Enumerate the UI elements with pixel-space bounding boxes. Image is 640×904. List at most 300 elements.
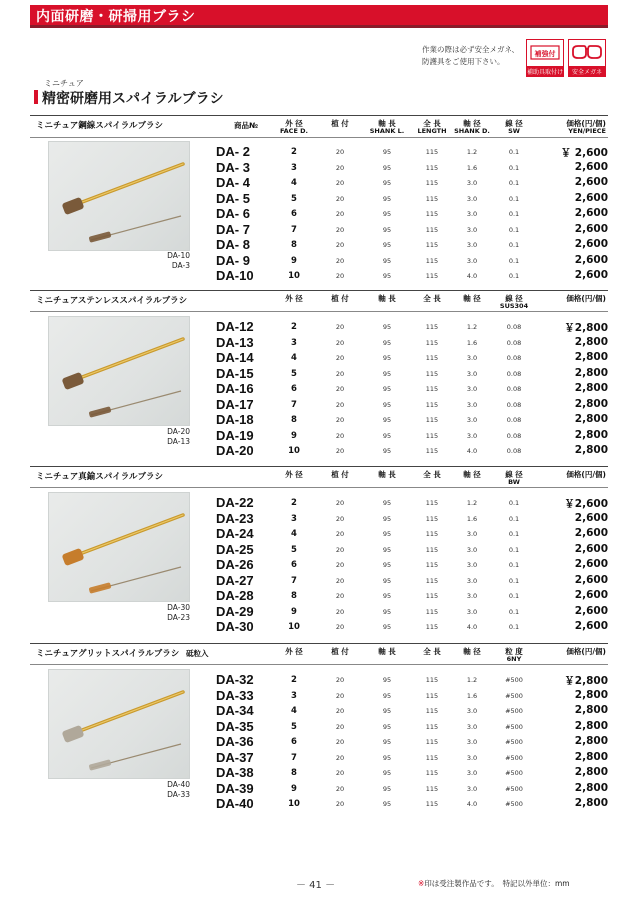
header-length: 全 長	[423, 647, 441, 656]
face-diameter: 4	[291, 178, 297, 188]
shank-length: 95	[382, 369, 392, 378]
face-diameter: 7	[291, 752, 297, 763]
header-shank-length: 軸 長	[378, 294, 396, 303]
header-face: 外 径	[285, 470, 303, 479]
price: 2,600	[574, 207, 608, 219]
mounting-length: 20	[335, 416, 345, 424]
wire-size: 0.08	[506, 354, 522, 362]
overall-length: 115	[425, 514, 439, 523]
price: 2,600	[574, 573, 608, 586]
face-diameter: 3	[291, 513, 297, 524]
mounting-length: 20	[335, 194, 345, 203]
table-row	[216, 191, 608, 206]
mounting-length: 20	[335, 514, 345, 523]
overall-length: 115	[425, 338, 439, 347]
price: 2,800	[574, 781, 608, 794]
mounting-length: 20	[335, 385, 345, 393]
shank-diameter: 1.6	[466, 514, 478, 523]
header-price-en: YEN/PIECE	[568, 127, 606, 135]
table-row	[216, 734, 608, 749]
table-row	[216, 175, 608, 190]
price: 2,800	[574, 688, 608, 701]
shank-diameter: 3.0	[466, 545, 478, 554]
shank-length: 95	[382, 561, 392, 569]
face-diameter: 9	[291, 606, 297, 617]
header-price: 価格(円/個)	[566, 294, 606, 303]
face-diameter: 2	[291, 322, 297, 332]
face-diameter: 6	[291, 209, 297, 219]
product-photo	[48, 669, 190, 779]
wire-size: 0.1	[508, 225, 520, 234]
shank-diameter: 3.0	[466, 385, 478, 393]
table-row	[216, 428, 608, 443]
face-diameter: 5	[291, 193, 297, 204]
price: 2,800	[574, 351, 608, 363]
model-number: DA-19	[216, 427, 254, 443]
wire-size: 0.1	[508, 623, 520, 631]
mounting-length: 20	[335, 545, 345, 554]
header-mount: 植 付	[331, 119, 349, 128]
shank-length: 95	[382, 738, 392, 746]
table-row	[216, 366, 608, 381]
face-diameter: 8	[291, 415, 297, 425]
mounting-length: 20	[335, 592, 345, 600]
shank-length: 95	[382, 148, 392, 156]
header-shank-length: 軸 長	[378, 470, 396, 479]
photo-label-large: DA-30	[167, 603, 190, 612]
table-row	[216, 397, 608, 412]
product-photo	[48, 141, 190, 251]
header-wire: 線 径	[505, 294, 523, 303]
overall-length: 115	[425, 241, 439, 249]
model-number: DA-17	[216, 396, 254, 412]
shank-diameter: 4.0	[466, 272, 478, 280]
notice-line-2: 防護具をご使用下さい。	[422, 57, 505, 66]
mounting-length: 20	[335, 400, 345, 409]
model-number: DA-29	[216, 603, 254, 619]
face-diameter: 6	[291, 560, 297, 570]
photo-label-large: DA-20	[167, 427, 190, 436]
overall-length: 115	[425, 194, 439, 203]
shank-length: 95	[382, 722, 392, 731]
face-diameter: 9	[291, 783, 297, 794]
price: ￥ 2,600	[560, 147, 608, 159]
wire-size: #500	[505, 707, 523, 715]
header-wire: 粒 度	[505, 647, 523, 656]
overall-length: 115	[425, 607, 439, 616]
face-diameter: 3	[291, 337, 297, 348]
section-note: 砥粒入	[186, 649, 209, 658]
wire-size: #500	[505, 800, 523, 808]
order-mark: ※	[418, 879, 425, 888]
shank-length: 95	[382, 514, 392, 523]
overall-length: 115	[425, 400, 439, 409]
wire-size: 0.08	[506, 416, 522, 424]
shank-diameter: 1.6	[466, 338, 478, 347]
overall-length: 115	[425, 163, 439, 172]
shank-diameter: 3.0	[466, 707, 478, 715]
price: 2,800	[574, 382, 608, 394]
overall-length: 115	[425, 148, 439, 156]
shank-length: 95	[382, 592, 392, 600]
table-row	[216, 750, 608, 765]
shank-diameter: 3.0	[466, 354, 478, 362]
shank-diameter: 4.0	[466, 447, 478, 455]
overall-length: 115	[425, 256, 439, 265]
face-diameter: 4	[291, 353, 297, 363]
table-row	[216, 588, 608, 603]
price: 2,600	[574, 222, 608, 235]
shank-diameter: 1.2	[466, 499, 478, 507]
page-title-block	[34, 88, 414, 106]
overall-length: 115	[425, 545, 439, 554]
table-row	[216, 495, 608, 510]
mounting-length: 20	[335, 784, 345, 793]
shank-diameter: 1.6	[466, 163, 478, 172]
face-diameter: 10	[288, 446, 300, 456]
shank-diameter: 1.6	[466, 691, 478, 700]
wire-size: 0.1	[508, 530, 520, 538]
price: 2,600	[574, 511, 608, 524]
shank-diameter: 3.0	[466, 607, 478, 616]
table-row	[216, 206, 608, 221]
model-number: DA-28	[216, 588, 254, 603]
table-row	[216, 268, 608, 283]
model-number: DA-26	[216, 557, 254, 572]
wire-size: #500	[505, 722, 523, 731]
title-accent-bar	[34, 90, 38, 104]
section-top-rule	[30, 290, 608, 291]
attachment-icon-label: 補強付	[534, 50, 556, 58]
mounting-length: 20	[335, 354, 345, 362]
model-number: DA- 6	[216, 206, 250, 221]
product-section	[30, 466, 608, 636]
wire-size: 0.08	[506, 431, 522, 440]
price: 2,800	[574, 413, 608, 425]
mounting-length: 20	[335, 676, 345, 684]
product-section	[30, 290, 608, 460]
header-face: 外 径	[285, 294, 303, 303]
face-diameter: 5	[291, 721, 297, 732]
shank-length: 95	[382, 431, 392, 440]
wire-size: 0.1	[508, 607, 520, 616]
photo-label-small: DA-33	[167, 790, 190, 799]
page-subtitle: ミニチュア	[44, 79, 84, 88]
price: 2,800	[574, 766, 608, 778]
face-diameter: 7	[291, 224, 297, 235]
overall-length: 115	[425, 499, 439, 507]
face-diameter: 8	[291, 591, 297, 601]
shank-length: 95	[382, 576, 392, 585]
shank-diameter: 1.2	[466, 323, 478, 331]
price: ￥2,800	[564, 322, 608, 334]
photo-label-large: DA-40	[167, 780, 190, 789]
face-diameter: 2	[291, 675, 297, 685]
mounting-length: 20	[335, 323, 345, 331]
header-mount: 植 付	[331, 647, 349, 656]
table-row	[216, 557, 608, 572]
overall-length: 115	[425, 416, 439, 424]
shank-diameter: 3.0	[466, 530, 478, 538]
shank-length: 95	[382, 707, 392, 715]
overall-length: 115	[425, 225, 439, 234]
section-top-rule	[30, 466, 608, 467]
model-number: DA-24	[216, 526, 254, 541]
model-number: DA-33	[216, 687, 254, 703]
price: 2,800	[574, 366, 608, 379]
section-title: ミニチュアステンレススパイラルブラシ	[36, 296, 188, 306]
shank-length: 95	[382, 354, 392, 362]
wire-size: 0.08	[506, 447, 522, 455]
model-number: DA-37	[216, 749, 254, 765]
table-row	[216, 237, 608, 252]
table-row	[216, 604, 608, 619]
section-header-rule	[30, 137, 608, 138]
shank-length: 95	[382, 530, 392, 538]
face-diameter: 7	[291, 575, 297, 586]
shank-diameter: 3.0	[466, 561, 478, 569]
table-row	[216, 796, 608, 811]
overall-length: 115	[425, 707, 439, 715]
mounting-length: 20	[335, 241, 345, 249]
header-mount: 植 付	[331, 470, 349, 479]
model-number: DA-27	[216, 572, 254, 588]
header-mount: 植 付	[331, 294, 349, 303]
shank-diameter: 1.2	[466, 676, 478, 684]
model-number: DA- 8	[216, 237, 250, 252]
overall-length: 115	[425, 800, 439, 808]
header-shank-diameter: 軸 径	[463, 294, 481, 303]
overall-length: 115	[425, 623, 439, 631]
shank-length: 95	[382, 607, 392, 616]
mounting-length: 20	[335, 225, 345, 234]
wire-size: 0.1	[508, 194, 520, 203]
shank-diameter: 3.0	[466, 784, 478, 793]
header-shank-diameter: 軸 径	[463, 119, 481, 128]
model-number: DA-15	[216, 365, 254, 381]
shank-diameter: 3.0	[466, 722, 478, 731]
face-diameter: 6	[291, 737, 297, 747]
mounting-length: 20	[335, 530, 345, 538]
model-number: DA-32	[216, 672, 254, 687]
shank-diameter: 3.0	[466, 769, 478, 777]
table-row	[216, 542, 608, 557]
product-photo	[48, 316, 190, 426]
shank-diameter: 3.0	[466, 256, 478, 265]
model-number: DA-39	[216, 780, 254, 796]
shank-diameter: 3.0	[466, 194, 478, 203]
mounting-length: 20	[335, 210, 345, 218]
shank-length: 95	[382, 447, 392, 455]
mounting-length: 20	[335, 722, 345, 731]
table-row	[216, 222, 608, 237]
face-diameter: 9	[291, 255, 297, 266]
price: 2,600	[574, 176, 608, 188]
mounting-length: 20	[335, 576, 345, 585]
overall-length: 115	[425, 530, 439, 538]
shank-length: 95	[382, 179, 392, 187]
section-top-rule	[30, 115, 608, 116]
table-row	[216, 526, 608, 541]
header-length: 全 長	[423, 470, 441, 479]
shank-diameter: 3.0	[466, 179, 478, 187]
overall-length: 115	[425, 385, 439, 393]
face-diameter: 10	[288, 799, 300, 809]
overall-length: 115	[425, 431, 439, 440]
mounting-length: 20	[335, 148, 345, 156]
face-diameter: 2	[291, 498, 297, 508]
overall-length: 115	[425, 179, 439, 187]
model-number: DA-22	[216, 495, 254, 510]
wire-size: #500	[505, 784, 523, 793]
face-diameter: 10	[288, 271, 300, 281]
table-row	[216, 160, 608, 175]
section-title: ミニチュア真鍮スパイラルブラシ	[36, 472, 163, 482]
overall-length: 115	[425, 592, 439, 600]
price: 2,800	[574, 335, 608, 348]
model-number: DA-18	[216, 412, 254, 427]
header-price: 価格(円/個)	[566, 647, 606, 656]
model-number: DA-12	[216, 319, 254, 334]
model-number: DA- 5	[216, 190, 250, 206]
shank-length: 95	[382, 800, 392, 808]
face-diameter: 8	[291, 768, 297, 778]
mounting-length: 20	[335, 499, 345, 507]
model-number: DA-25	[216, 541, 254, 557]
wire-size: #500	[505, 738, 523, 746]
model-number: DA-34	[216, 703, 254, 718]
shank-diameter: 1.2	[466, 148, 478, 156]
model-number: DA- 4	[216, 175, 250, 190]
shank-length: 95	[382, 272, 392, 280]
overall-length: 115	[425, 722, 439, 731]
overall-length: 115	[425, 738, 439, 746]
mounting-length: 20	[335, 431, 345, 440]
header-shank-diameter: 軸 径	[463, 647, 481, 656]
shank-length: 95	[382, 545, 392, 554]
page-number: － 41 －	[296, 880, 336, 891]
overall-length: 115	[425, 210, 439, 218]
price: 2,800	[574, 750, 608, 763]
face-diameter: 9	[291, 430, 297, 441]
section-top-rule	[30, 643, 608, 644]
wire-size: #500	[505, 753, 523, 762]
header-wire-sub: BW	[508, 478, 520, 486]
shank-length: 95	[382, 163, 392, 172]
shank-length: 95	[382, 416, 392, 424]
header-face: 外 径	[285, 119, 303, 128]
price: 2,600	[574, 604, 608, 617]
shank-length: 95	[382, 691, 392, 700]
price: 2,800	[574, 428, 608, 441]
table-row	[216, 350, 608, 365]
table-row	[216, 443, 608, 458]
price: 2,600	[574, 191, 608, 204]
price: 2,600	[574, 589, 608, 601]
wire-size: 0.08	[506, 400, 522, 409]
wire-size: 0.1	[508, 561, 520, 569]
footer-note-text: 印は受注製作品です。 特記以外単位：mm	[424, 879, 570, 888]
shank-length: 95	[382, 194, 392, 203]
header-shank-length: 軸 長	[378, 119, 396, 128]
wire-size: #500	[505, 691, 523, 700]
mounting-length: 20	[335, 707, 345, 715]
header-shank-length-en: SHANK L.	[369, 127, 405, 135]
wire-size: 0.08	[506, 385, 522, 393]
mounting-length: 20	[335, 369, 345, 378]
header-face-en: FACE D.	[279, 127, 309, 135]
wire-size: 0.1	[508, 148, 520, 156]
mounting-length: 20	[335, 179, 345, 187]
shank-length: 95	[382, 241, 392, 249]
mounting-length: 20	[335, 447, 345, 455]
face-diameter: 7	[291, 399, 297, 410]
safety-glasses-icon	[568, 39, 606, 67]
table-row	[216, 619, 608, 634]
header-price: 価格(円/個)	[566, 470, 606, 479]
header-wire-sub: SUS304	[499, 302, 529, 310]
price: 2,600	[574, 269, 608, 281]
model-number: DA-30	[216, 619, 254, 634]
header-wire-sub: SW	[508, 127, 520, 135]
overall-length: 115	[425, 272, 439, 280]
price: ￥2,800	[564, 675, 608, 687]
photo-label-small: DA-13	[167, 437, 190, 446]
price: 2,800	[574, 719, 608, 732]
product-section	[30, 115, 608, 285]
table-row	[216, 688, 608, 703]
mounting-length: 20	[335, 753, 345, 762]
overall-length: 115	[425, 323, 439, 331]
photo-label-large: DA-10	[167, 251, 190, 260]
model-number: DA-14	[216, 350, 254, 365]
mounting-length: 20	[335, 738, 345, 746]
wire-size: 0.1	[508, 272, 520, 280]
header-title: 内面研磨・研掃用ブラシ	[36, 9, 196, 25]
model-number: DA- 7	[216, 221, 250, 237]
face-diameter: 5	[291, 544, 297, 555]
shank-diameter: 3.0	[466, 592, 478, 600]
price: 2,800	[574, 397, 608, 410]
shank-length: 95	[382, 210, 392, 218]
model-number: DA- 3	[216, 159, 250, 175]
page-title: 精密研磨用スパイラルブラシ	[42, 91, 224, 107]
face-diameter: 2	[291, 147, 297, 157]
shank-length: 95	[382, 769, 392, 777]
table-row	[216, 719, 608, 734]
shank-diameter: 3.0	[466, 210, 478, 218]
price: 2,600	[574, 238, 608, 250]
price: 2,800	[574, 444, 608, 456]
header-price: 価格(円/個)	[566, 119, 606, 128]
overall-length: 115	[425, 691, 439, 700]
product-photo	[48, 492, 190, 602]
model-number: DA-16	[216, 381, 254, 396]
overall-length: 115	[425, 676, 439, 684]
table-row	[216, 781, 608, 796]
attachment-caption: 補助具取付け	[526, 66, 564, 77]
wire-size: 0.1	[508, 545, 520, 554]
header-shank-length: 軸 長	[378, 647, 396, 656]
shank-length: 95	[382, 323, 392, 331]
section-title: ミニチュアグリットスパイラルブラシ	[36, 649, 180, 659]
face-diameter: 4	[291, 529, 297, 539]
model-number: DA-35	[216, 718, 254, 734]
header-wire: 線 径	[505, 470, 523, 479]
shank-length: 95	[382, 623, 392, 631]
shank-diameter: 3.0	[466, 416, 478, 424]
overall-length: 115	[425, 769, 439, 777]
